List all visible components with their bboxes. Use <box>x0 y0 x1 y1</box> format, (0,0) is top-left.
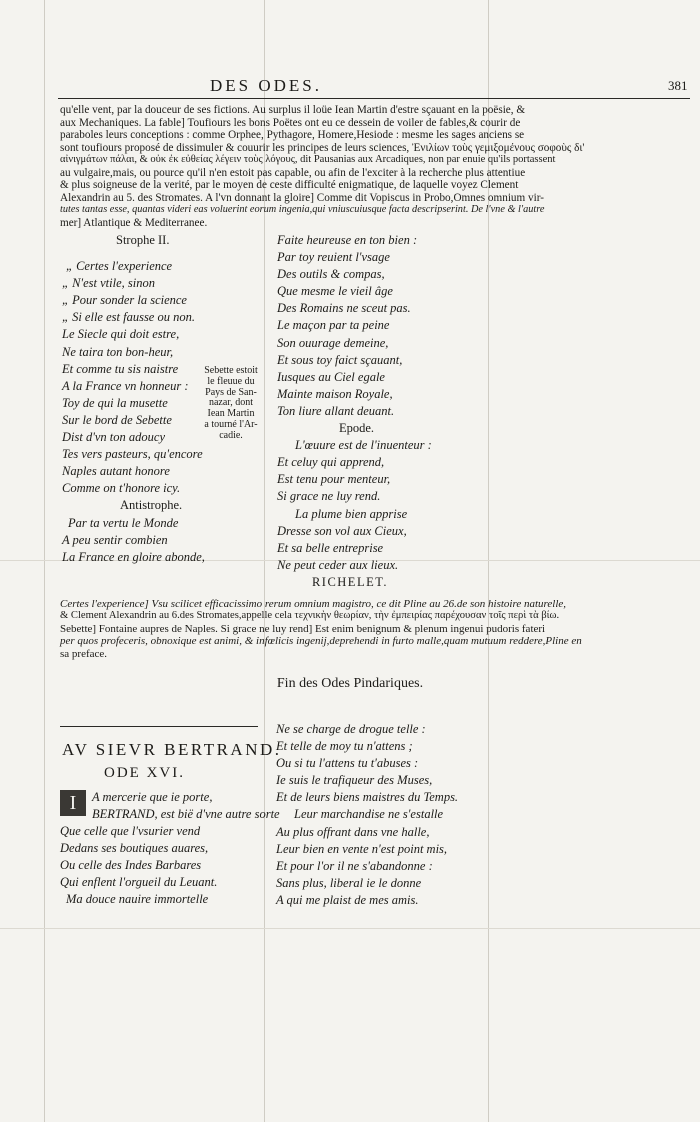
verse-line: „ Si elle est fausse ou non. <box>62 310 195 325</box>
verse-line: „ N'est vtile, sinon <box>62 276 155 291</box>
commentary-heading: RICHELET. <box>311 575 389 589</box>
strophe-heading: Strophe II. <box>116 233 170 247</box>
verse-line: Leur marchandise ne s'estalle <box>294 807 444 822</box>
verse-line: Ou si tu l'attens tu t'abuses : <box>276 756 419 771</box>
running-header: DES ODES. <box>210 76 323 95</box>
prose-line: qu'elle vent, par la douceur de ses fictions. Au surplus il loüe Iean Martin d'estre sçauant en la poësie, & <box>60 104 526 116</box>
grid-line <box>44 0 45 1122</box>
verse-line: La plume bien apprise <box>295 506 408 521</box>
prose-line: Certes l'experience] Vsu scilicet efficacissimo rerum omnium magistro, ce dit Pline au 26.de son histoire naturelle, <box>60 598 567 610</box>
verse-line: Et sa belle entreprise <box>277 540 384 555</box>
verse-line: La France en gloire abonde, <box>62 549 205 564</box>
header-rule <box>58 98 690 99</box>
prose-line: aux Mechaniques. La fable] Toufiours les bons Poëtes ont eu ce dessein de voiler de fables,& courir de <box>60 116 521 129</box>
note-line: Pays de San- <box>205 386 257 398</box>
verse-line: Des outils & compas, <box>277 267 385 282</box>
right-verse-column <box>277 232 432 574</box>
antistrophe-heading: Antistrophe. <box>120 498 183 513</box>
verse-line: Et telle de moy tu n'attens ; <box>276 739 413 754</box>
drop-cap: I <box>60 790 86 816</box>
prose-line: sa preface. <box>60 647 108 660</box>
verse-line: Mainte maison Royale, <box>277 386 393 401</box>
note-line: Sebette estoit <box>204 365 258 376</box>
prose-line: tutes tantas esse, quantas videri eas voluerint eorum ingenia,qui vniuscuiusque facta descripserint. De l'vne & l'autre <box>60 204 545 215</box>
ode-left-column <box>92 789 280 823</box>
verse-line: Par ta vertu le Monde <box>68 515 179 530</box>
verse-line: Et pour l'or il ne s'abandonne : <box>276 858 433 873</box>
prose-line: & plus soigneuse de la verité, par le moyen de ceste difficulté enigmatique, de laquelle voyez Clement <box>60 179 519 191</box>
note-line: nazar, dont <box>208 397 254 409</box>
verse-line: Qui enflent l'orgueil du Leuant. <box>60 875 218 890</box>
grid-line <box>0 928 700 929</box>
verse-line: Est tenu pour menteur, <box>277 472 391 487</box>
prose-line: mer] Atlantique & Mediterranee. <box>60 216 208 229</box>
verse-line: Le Siecle qui doit estre, <box>62 327 180 342</box>
ode-left-column-cont <box>60 823 217 908</box>
verse-line: Dresse son vol aux Cieux, <box>277 523 407 538</box>
verse-line: Faite heureuse en ton bien : <box>277 233 418 247</box>
verse-line: Naples autant honore <box>62 464 170 479</box>
verse-line: Toy de qui la musette <box>62 395 168 410</box>
verse-line: Ne se charge de drogue telle : <box>276 722 426 736</box>
verse-line: Iusques au Ciel egale <box>277 369 385 384</box>
margin-note <box>200 366 262 442</box>
prose-line: per quos profeceris, obnoxique est animi, & infœlicis ingenij,deprehendi in furto malle,quam mutuum reddere,Pline en <box>60 635 582 648</box>
note-line: Iean Martin <box>207 408 255 420</box>
ode-right-column <box>276 721 458 909</box>
verse-line: A mercerie que ie porte, <box>92 790 213 804</box>
note-line: cadie. <box>219 429 243 441</box>
verse-line: Si grace ne luy rend. <box>277 489 381 504</box>
verse-line: Ie suis le trafiqueur des Muses, <box>276 773 433 788</box>
note-line: a tourné l'Ar- <box>204 418 258 430</box>
prose-line: sont toufiours proposé de dissimuler & couurir les principes de leurs sciences, Ἐνιλίων τοὺς γεμιξομένους σοφοὺς δι' <box>60 141 585 154</box>
verse-line: Et comme tu sis naistre <box>62 361 179 376</box>
verse-line: Que mesme le vieil âge <box>277 284 393 299</box>
verse-line: A qui me plaist de mes amis. <box>276 892 419 907</box>
verse-line: Des Romains ne sceut pas. <box>277 301 411 316</box>
prose-line: au vulgaire,mais, ou pource qu'il n'en estoit pas capable, ou afin de l'exciter à la recherche plus attentiue <box>60 166 526 179</box>
ode-number: ODE XVI. <box>104 765 185 781</box>
verse-line: Ne peut ceder aux lieux. <box>277 557 399 572</box>
verse-line: Sans plus, liberal ie le donne <box>276 875 422 890</box>
verse-line: A peu sentir combien <box>62 532 168 547</box>
verse-line: „ Pour sonder la science <box>62 293 187 308</box>
verse-line: BERTRAND, est bië d'vne autre sorte <box>92 807 280 822</box>
richelet-prose <box>60 598 688 660</box>
verse-line: L'œuure est de l'inuenteur : <box>295 438 432 453</box>
verse-line: Dedans ses boutiques auares, <box>60 841 209 856</box>
verse-line: Ou celle des Indes Barbares <box>60 858 202 873</box>
prose-line: paraboles leurs conceptions : comme Orphee, Pythagore, Homere,Hesiode : mesme les sages anciens se <box>60 129 525 141</box>
verse-line: Dist d'vn ton adoucy <box>62 430 166 445</box>
note-line: le fleuue du <box>207 375 255 387</box>
verse-line: Le maçon par ta peine <box>277 318 390 333</box>
verse-line: Ton liure allant deuant. <box>277 403 395 418</box>
verse-line: A la France vn honneur : <box>62 378 189 393</box>
section-rule <box>60 726 258 727</box>
verse-line: Ne taira ton bon-heur, <box>62 344 174 359</box>
epode-heading: Epode. <box>339 421 375 436</box>
ode-title: AV SIEVR BERTRAND. <box>62 740 282 759</box>
verse-line: Leur bien en vente n'est point mis, <box>276 841 448 856</box>
prose-line: Alexandrin au 5. des Stromates. A l'vn donnant la gloire] Comme dit Vopiscus in Probo,Omnes omnium vir- <box>60 191 544 204</box>
verse-line: Par toy reuient l'vsage <box>277 250 390 265</box>
page-number: 381 <box>668 78 688 93</box>
verse-line: Que celle que l'vsurier vend <box>60 824 201 838</box>
verse-line: Comme on t'honore icy. <box>62 481 181 496</box>
verse-line: Et sous toy faict sçauant, <box>277 352 403 367</box>
verse-line: Son ouurage demeine, <box>277 335 389 350</box>
commentary-prose <box>60 104 688 229</box>
prose-line: αἰνιγμάτων πάλαι, & οὐκ ἐκ εὐθείας λέγειν τοὺς λόγους, dit Pausanias aux Arcadiques, non par enuie qu'ils portassent <box>60 154 556 165</box>
prose-line: & Clement Alexandrin au 6.des Stromates,appelle cela τεχνικὴν θεωρίαν, τὴν ἐμπειρίας παρέχουσαν τοῖς περὶ τὰ βίω. <box>60 610 560 622</box>
verse-line: „ Certes l'experience <box>66 259 173 274</box>
verse-line: Ma douce nauire immortelle <box>66 892 209 907</box>
verse-line: Au plus offrant dans vne halle, <box>276 824 430 839</box>
prose-line: Sebette] Fontaine aupres de Naples. Si grace ne luy rend] Est enim benignum & plenum ingenui pudoris fateri <box>60 622 546 635</box>
verse-line: Et de leurs biens maistres du Temps. <box>276 790 459 805</box>
strophe-column <box>62 232 205 566</box>
verse-line: Sur le bord de Sebette <box>62 412 172 427</box>
section-end: Fin des Odes Pindariques. <box>276 676 424 691</box>
verse-line: Tes vers pasteurs, qu'encore <box>62 447 203 462</box>
verse-line: Et celuy qui apprend, <box>277 455 385 470</box>
